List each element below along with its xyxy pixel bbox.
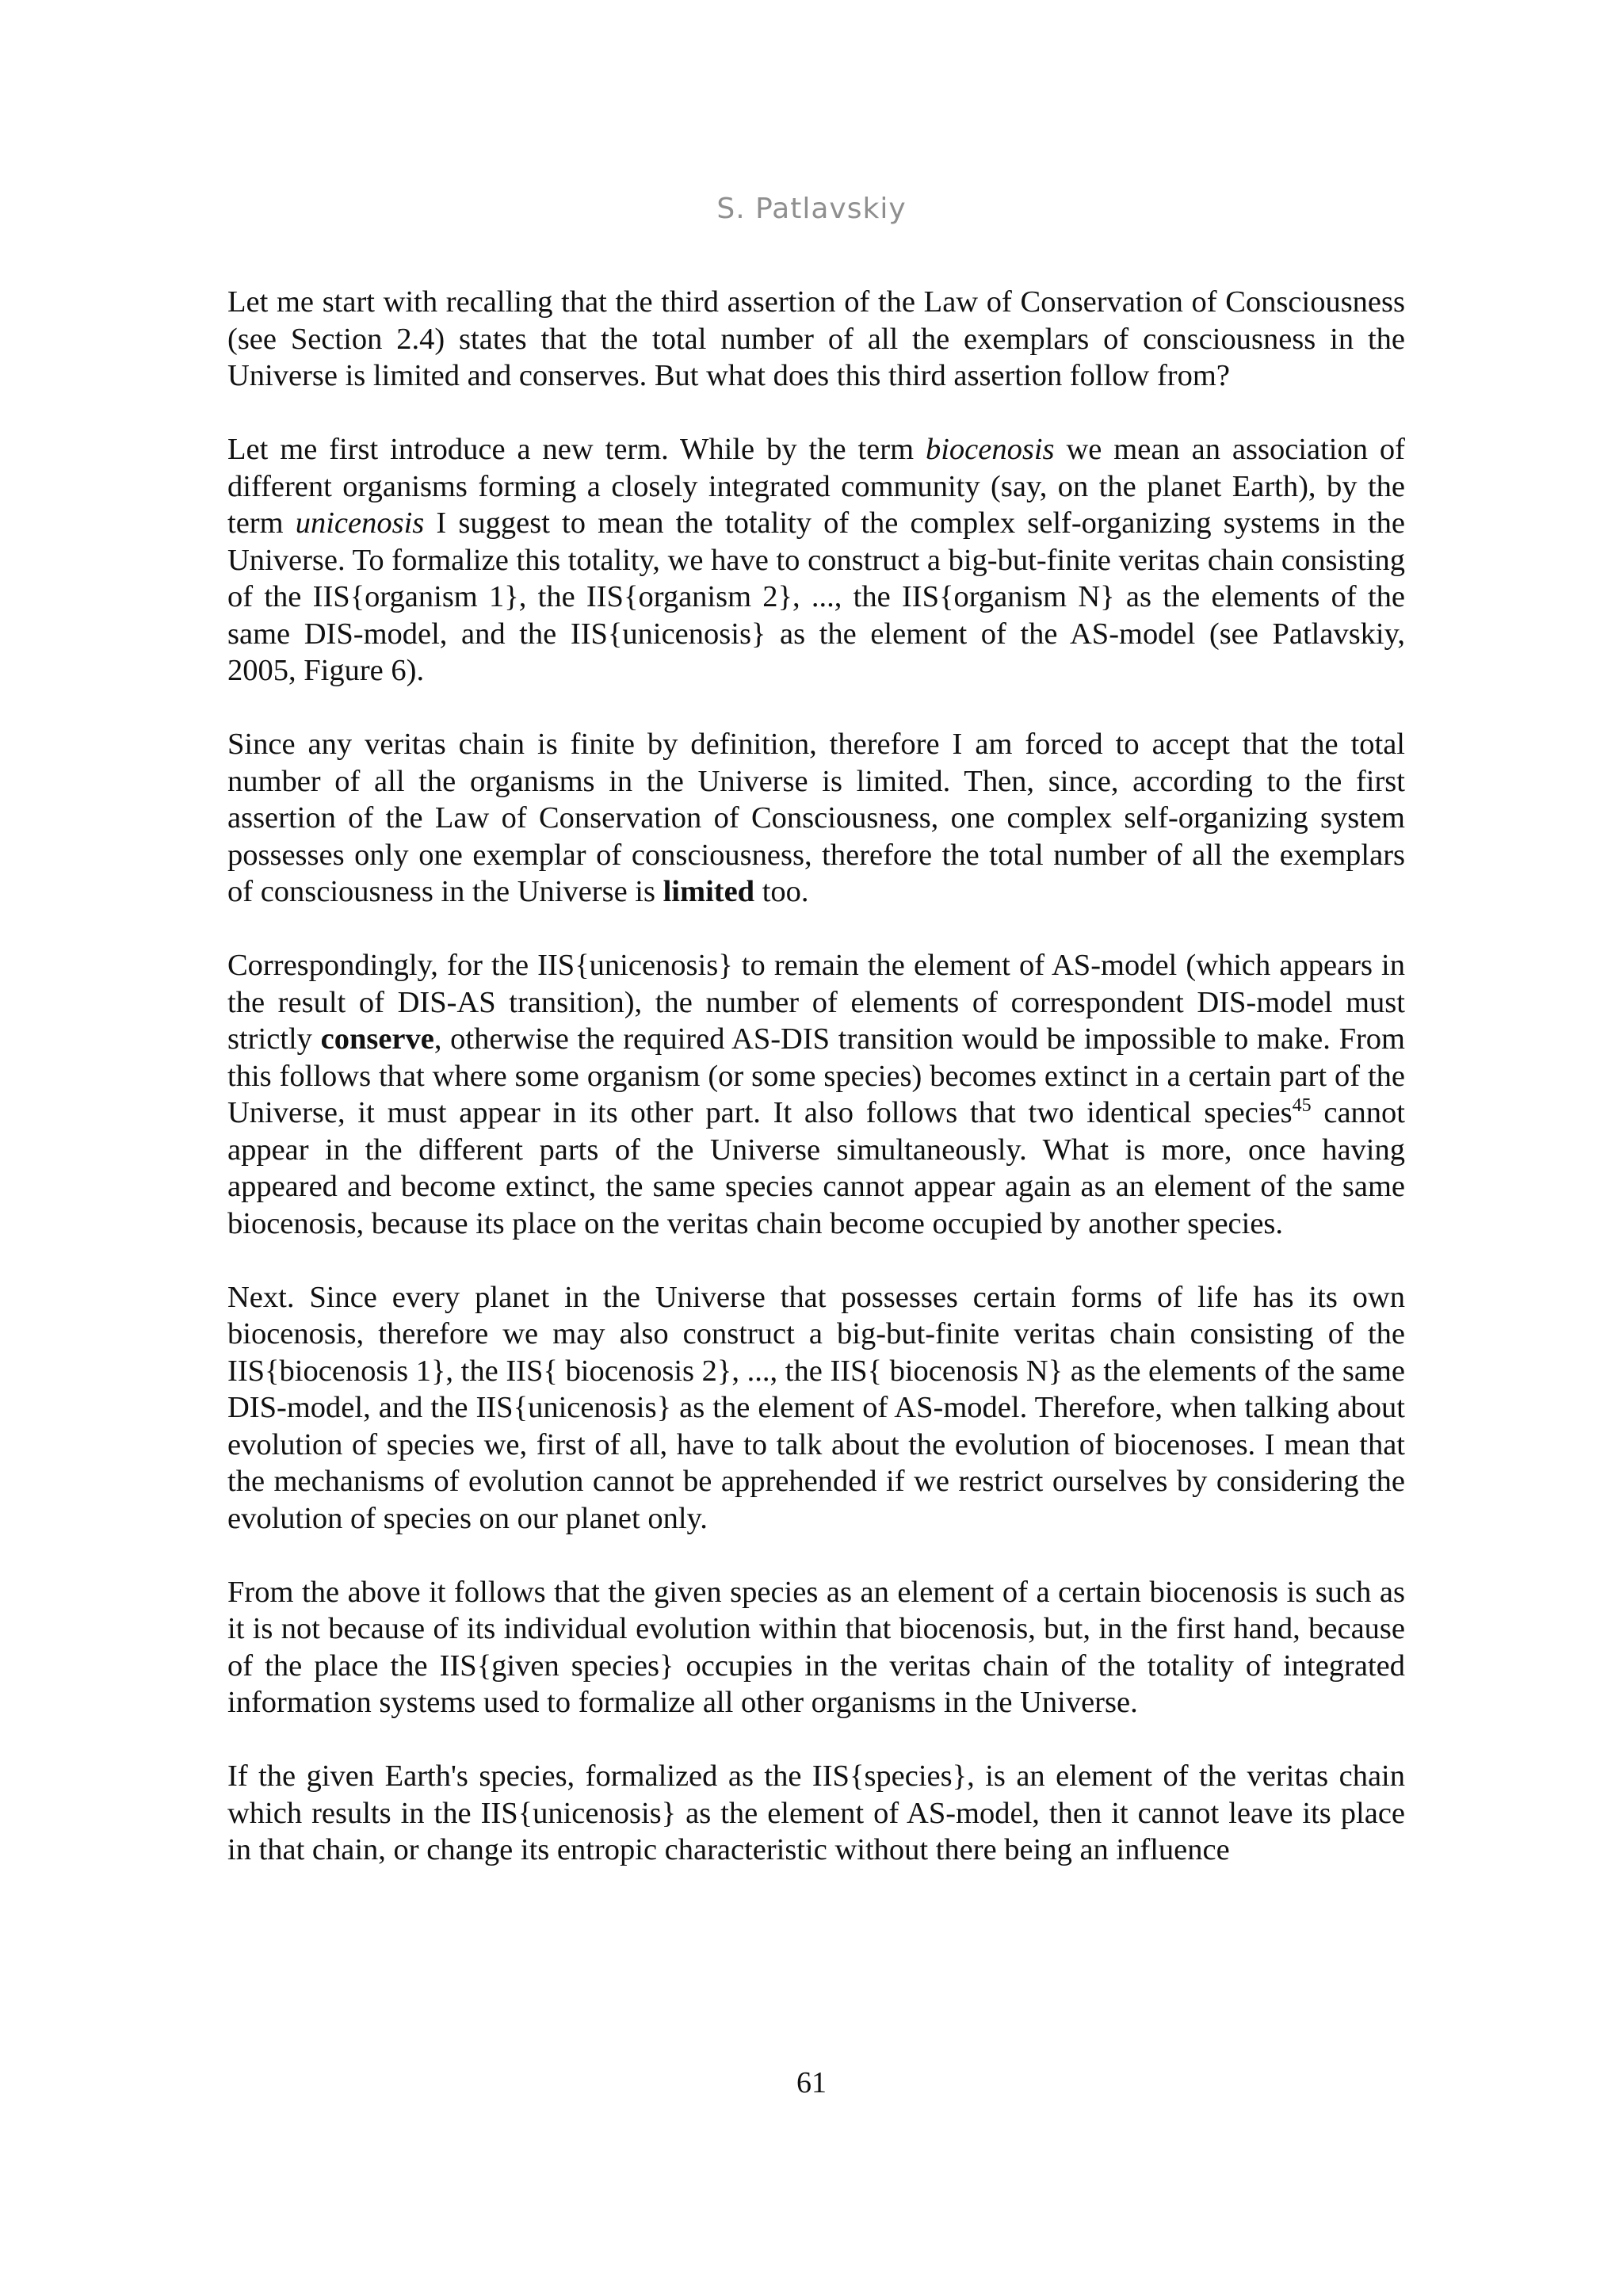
- paragraph-3: [227, 726, 1405, 911]
- paragraph-1: Let me start with recalling that the third assertion of the Law of Conservation of Consciousness (see Section 2.4) states that the total number of all the exemplars of consciousness in the Universe is limited and conserves. But what does this third assertion follow from?: [227, 285, 1405, 392]
- body-text: [227, 284, 1405, 1905]
- paragraph-4-text-c: cannot appear in the different parts of the Universe simultaneously. What is more, once having appeared and become extinct, the same species cannot appear again as an element of the same biocenosis, because its place on the veritas chain become occupied by another species.: [227, 1096, 1405, 1240]
- page-number: 61: [796, 2066, 827, 2099]
- paragraph-4-text-b: , otherwise the required AS-DIS transition would be impossible to make. From this follows that where some organism (or some species) becomes extinct in a certain part of the Universe, it must appear in its other part. It also follows that two identical species: [227, 1022, 1405, 1129]
- paragraph-3-text-b: too.: [754, 875, 809, 908]
- bold-conserve: conserve: [320, 1022, 434, 1056]
- paragraph-4-text-a: Correspondingly, for the IIS{unicenosis} to remain the element of AS-model (which appears in the result of DIS-AS transition), the number of elements of correspondent DIS-model must strictly: [227, 949, 1405, 1056]
- paragraph-3-text-a: Since any veritas chain is finite by definition, therefore I am forced to accept that the total number of all the organisms in the Universe is limited. Then, since, according to the first assertion of the Law of Conservation of Consciousness, one complex self-organizing system possesses only one exemplar of consciousness, therefore the total number of all the exemplars of consciousness in the Universe is: [227, 728, 1405, 908]
- bold-limited: limited: [663, 875, 755, 908]
- paragraph-2-text-a: Let me first introduce a new term. While by the term: [227, 433, 926, 466]
- term-unicenosis: unicenosis: [295, 506, 425, 540]
- paragraph-4: [227, 947, 1405, 1242]
- paragraph-2-text-b: we mean an association of different organisms forming a closely integrated community (say, on the planet Earth), by the term: [227, 433, 1405, 540]
- paragraph-5: Next. Since every planet in the Universe that possesses certain forms of life has its own biocenosis, therefore we may also construct a big-but-finite veritas chain consisting of the IIS{biocenosis 1}, the IIS{ biocenosis 2}, ..., the IIS{ biocenosis N} as the elements of the same DIS-model, and the IIS{unicenosis} as the element of AS-model. Therefore, when talking about evolution of species we, first of all, have to talk about the evolution of biocenoses. I mean that the mechanisms of evolution cannot be apprehended if we restrict ourselves by considering the evolution of species on our planet only.: [227, 1280, 1405, 1535]
- term-biocenosis: biocenosis: [925, 433, 1055, 466]
- paragraph-6: From the above it follows that the given species as an element of a certain biocenosis is such as it is not because of its individual evolution within that biocenosis, but, in the first hand, because of the place the IIS{given species} occupies in the veritas chain of the totality of integrated information systems used to formalize all other organisms in the Universe.: [227, 1575, 1405, 1719]
- running-header-author: S. Patlavskiy: [716, 193, 907, 225]
- paragraph-2: [227, 431, 1405, 690]
- footnote-marker: 45: [1292, 1095, 1312, 1116]
- paragraph-2-text-c: I suggest to mean the totality of the complex self-organizing systems in the Universe. To formalize this totality, we have to construct a big-but-finite veritas chain consisting of the IIS{organism 1}, the IIS{organism 2}, ..., the IIS{organism N} as the elements of the same DIS-model, and the IIS{unicenosis} as the element of the AS-model (see Patlavskiy, 2005, Figure 6).: [227, 506, 1405, 687]
- paragraph-7: If the given Earth's species, formalized as the IIS{species}, is an element of the veritas chain which results in the IIS{unicenosis} as the element of AS-model, then it cannot leave its place in that chain, or change its entropic characteristic without there being an influence: [227, 1759, 1405, 1866]
